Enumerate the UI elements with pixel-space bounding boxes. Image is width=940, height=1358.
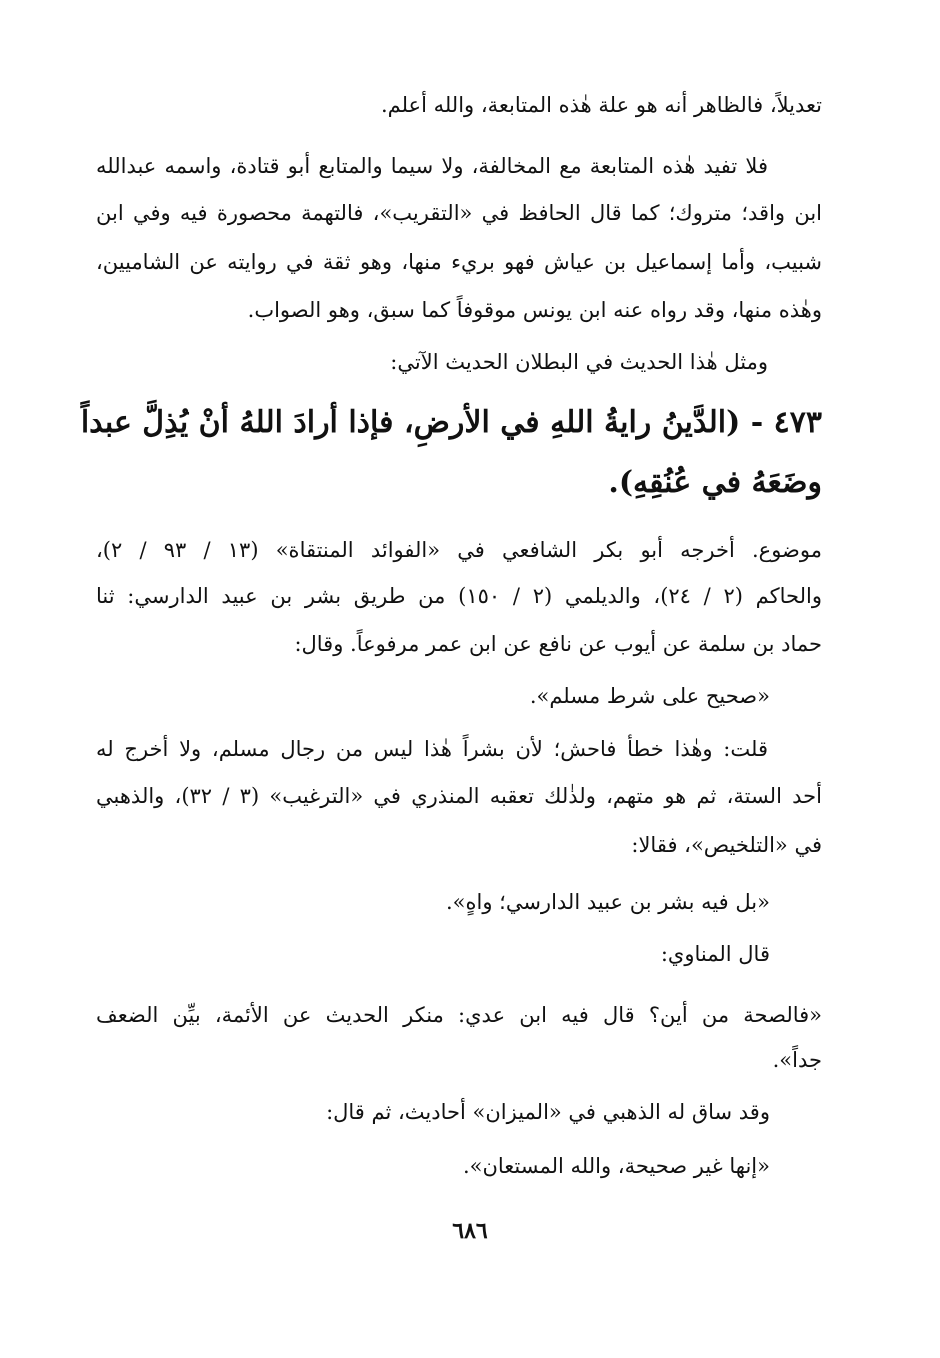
quote-line: جداً». [772, 1048, 822, 1072]
text-line: حماد بن سلمة عن أيوب عن نافع عن ابن عمر مرفوعاً. وقال: [294, 632, 822, 656]
quote-line: «صحيح على شرط مسلم». [529, 684, 770, 708]
quote-line: «بل فيه بشر بن عبيد الدارسي؛ واهٍ». [445, 890, 770, 914]
page-number: ٦٨٦ [452, 1218, 488, 1244]
text-line: ابن واقد؛ متروك؛ كما قال الحافظ في «التقريب»، فالتهمة محصورة فيه وفي ابن [96, 201, 822, 225]
text-line: ومثل هٰذا الحديث في البطلان الحديث الآتي: [390, 350, 768, 374]
text-line: في «التلخيص»، فقالا: [631, 833, 822, 857]
text-line: وقد ساق له الذهبي في «الميزان» أحاديث، ثم قال: [326, 1100, 770, 1124]
hadith-heading-line: ٤٧٣ - (الدَّينُ رايةُ اللهِ في الأرضِ، فإذا أرادَ اللهُ أنْ يُذِلَّ عبداً [80, 405, 822, 440]
text-line: موضوع. أخرجه أبو بكر الشافعي في «الفوائد المنتقاة» (١٣ / ٩٣ / ٢)، [96, 538, 822, 562]
quote-line: «فالصحة من أين؟ قال فيه ابن عدي: منكر الحديث عن الأئمة، بيِّن الضعف [96, 1003, 822, 1027]
quote-line: «إنها غير صحيحة، والله المستعان». [462, 1154, 770, 1178]
hadith-heading-line: وضَعَهُ في عُنُقِهِ). [608, 465, 822, 500]
text-line: شبيب، وأما إسماعيل بن عياش فهو بريء منها، وهو ثقة في روايته عن الشاميين، [96, 250, 822, 274]
text-line: أحد الستة، ثم هو متهم، ولذٰلك تعقبه المنذري في «الترغيب» (٣ / ٣٢)، والذهبي [96, 784, 822, 808]
text-line: قال المناوي: [660, 942, 770, 966]
text-line: قلت: وهٰذا خطأ فاحش؛ لأن بشراً هٰذا ليس من رجال مسلم، ولا أخرج له [96, 737, 768, 761]
text-line: فلا تفيد هٰذه المتابعة مع المخالفة، ولا سيما والمتابع أبو قتادة، واسمه عبدالله [96, 154, 768, 178]
text-line: تعديلاً، فالظاهر أنه هو علة هٰذه المتابعة، والله أعلم. [380, 93, 822, 117]
text-line: والحاكم (٢ / ٢٤)، والديلمي (٢ / ١٥٠) من طريق بشر بن عبيد الدارسي: ثنا [96, 584, 822, 608]
text-line: وهٰذه منها، وقد رواه عنه ابن يونس موقوفاً كما سبق، وهو الصواب. [247, 298, 822, 322]
